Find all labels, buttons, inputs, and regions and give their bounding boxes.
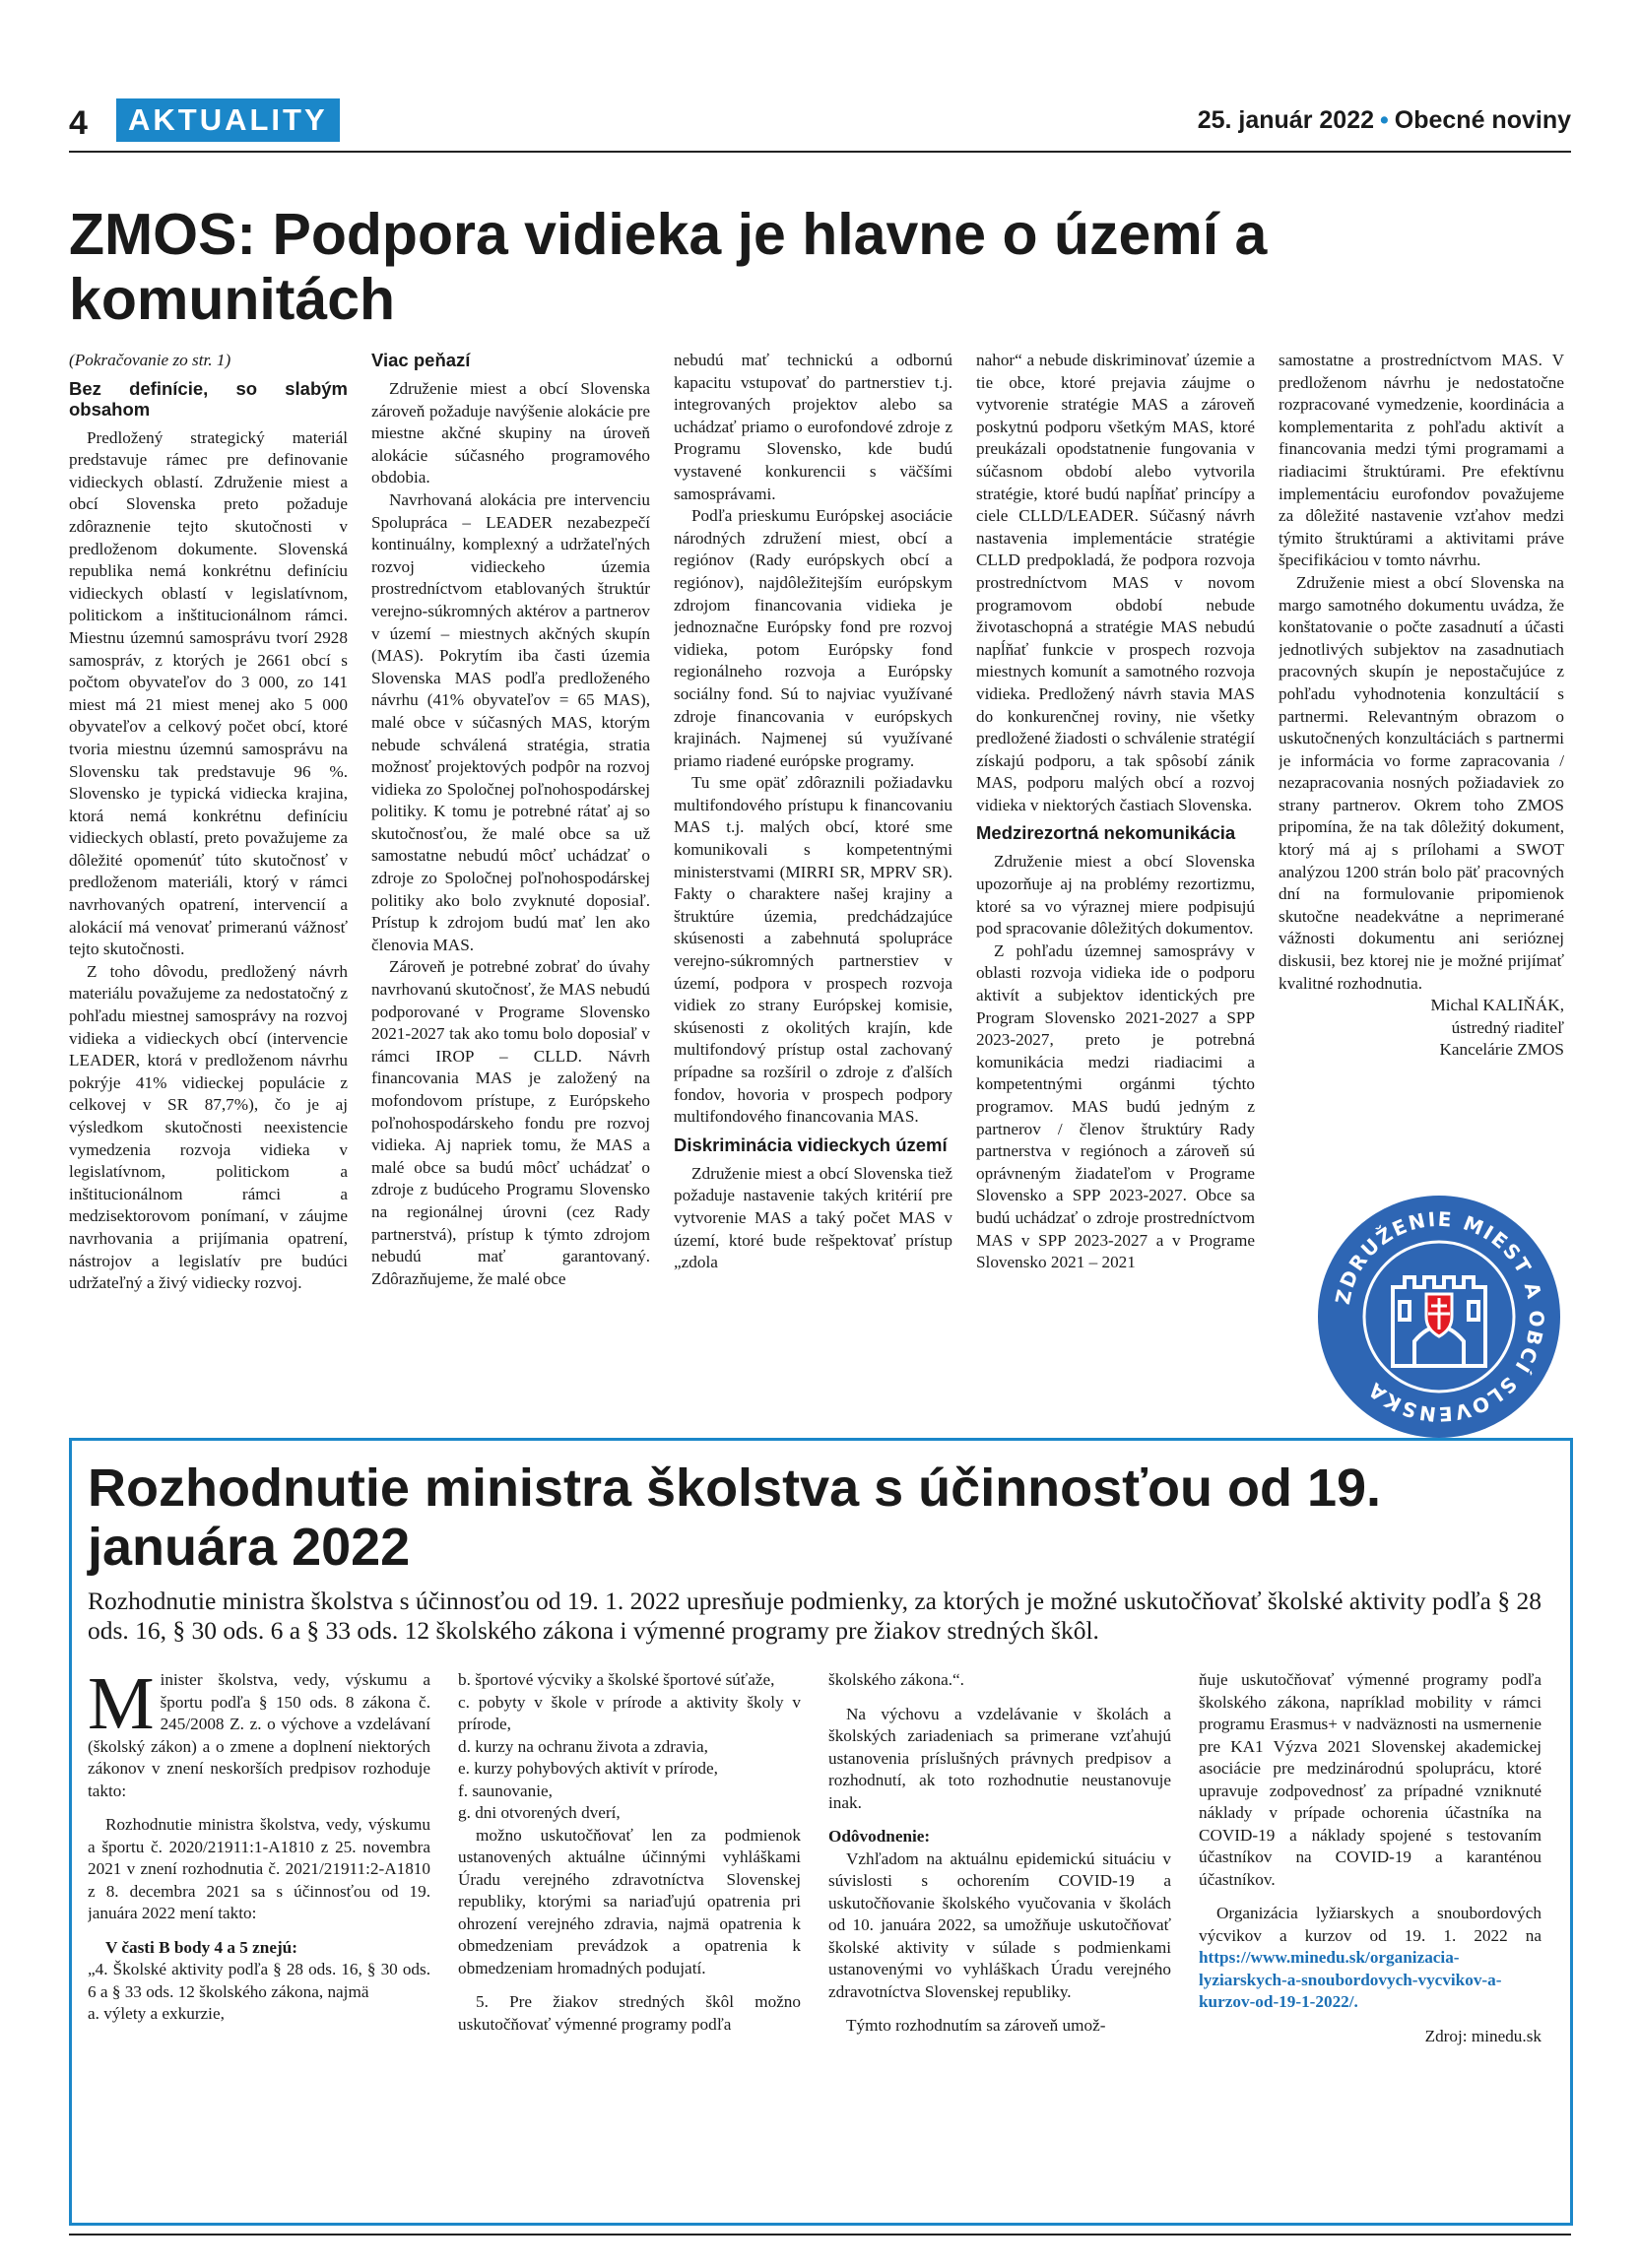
article1-column-5 (1279, 350, 1564, 1187)
zmos-logo (1316, 1194, 1562, 1440)
page-number: 4 (69, 104, 88, 142)
paragraph: Týmto rozhodnutím sa zároveň umož- (846, 2016, 1106, 2035)
paragraph: Predložený strategický materiál predstavuje rámec pre definovanie vidieckych oblastí. Združenie miest a obcí Slovenska preto požaduje zdôraznenie tejto skutočnosti v predloženom dokumente. Slovenská republika nemá konkrétnu definíciu vidieckych oblastí v legislatívnom, politickom a inštitucionálnom rámci. Miestnu územnú samosprávu tvorí 2928 samospráv, z ktorých je 2661 obcí s počtom obyvateľov do 3 000, zo 141 miest má 21 miest menej ako 5 000 obyvateľov a celkový počet obcí, ktoré tvoria miestnu územnú samosprávu na Slovensku tak predstavuje 96 %. Slovensko je typická vidiecka krajina, ktorá nemá konkrétnu definíciu vidieckych oblastí, preto považujeme za dôležité opomenúť túto skutočnosť v predloženom materiáli, ktorý v rámci navrhovaných opatrení, intervencií a alokácií má venovať primeranú vážnosť tejto skutočnosti. (69, 427, 348, 959)
list-item: e. kurzy pohybových aktivít v prírode, (458, 1759, 718, 1778)
list-item: c. pobyty v škole v prírode a aktivity školy v prírode, (458, 1692, 801, 1733)
article1-column-1 (69, 350, 348, 1408)
paragraph: školského zákona.“. (828, 1670, 964, 1689)
paragraph: Z toho dôvodu, predložený návrh materiálu považujeme za nedostatočný z pohľadu miestnej samosprávy na rozvoj vidieka a vidieckych obcí (intervencie LEADER, ktorá v predloženom návrhu pokrýje 41% vidieckej populácie z celkovej v SR 87,7%), čo je aj výsledkom skutočnosti neexistencie vymedzenia rozvoja vidieka v legislatívnom, politickom a inštitucionálnom rámci a medzisektorovom ponímaní, v záujme navrhovania a prijímania opatrení, nástrojov a legislatív pre budúci udržateľný a živý vidiecky rozvoj. (69, 961, 348, 1293)
footer-rule (69, 2234, 1571, 2236)
list-item: d. kurzy na ochranu života a zdravia, (458, 1736, 708, 1756)
article1-headline: ZMOS: Podpora vidieka je hlavne o území a komunitách (69, 202, 1268, 332)
list-item: f. saunovanie, (458, 1781, 553, 1800)
paragraph (1199, 1903, 1542, 2014)
signature-office: Kancelárie ZMOS (1439, 1040, 1564, 1060)
paragraph: „4. Školské aktivity podľa § 28 ods. 16, § 30 ods. 6 a § 33 ods. 12 školského zákona, najmä (88, 1960, 430, 2001)
paragraph: 5. Pre žiakov stredných škôl možno uskutočňovať výmenné programy podľa (458, 1992, 801, 2034)
article2-headline: Rozhodnutie ministra školstva s účinnosťou od 19. januára 2022 (88, 1458, 1382, 1577)
signature-role: ústredný riaditeľ (1451, 1017, 1564, 1037)
list-item: g. dni otvorených dverí, (458, 1803, 621, 1822)
subheading: Bez definície, so slabým obsahom (69, 377, 348, 420)
subheading: Viac peňazí (371, 350, 471, 370)
source-link[interactable]: https://www.minedu.sk/organizacia-lyziarskych-a-snoubordovych-vycvikov-a-kurzov-od-19-1-2022/. (1199, 1948, 1502, 2011)
article2-column-1 (88, 1669, 430, 2211)
source-credit: Zdroj: minedu.sk (1424, 2026, 1542, 2045)
paragraph: Vzhľadom na aktuálnu epidemickú situáciu v súvislosti s ochorením COVID-19 a uskutočňovanie školského vyučovania v školách od 10. januára 2022, sa umožňuje uskutočňovať školské aktivity v súlade s podmienkami ustanovenými vo vyhláškach Úradu verejného zdravotníctva Slovenskej republiky. (828, 1848, 1171, 2001)
paragraph: Zároveň je potrebné zobrať do úvahy navrhovanú skutočnosť, že MAS nebudú podporované v Programe Slovensko 2021-2027 tak ako tomu bolo doposiaľ v rámci IROP – CLLD. Návrh financovania MAS je založený na mofondovom prístupe, z Európskeho poľnohospodárskeho fondu pre rozvoj vidieka. Aj napriek tomu, že MAS a malé obce sa budú môcť uchádzať o zdroje z budúceho Programu Slovensko na regionálnej úrovni (cez Rady partnerstvá), prístup k týmto zdrojom nebudú mať garantovaný. Zdôrazňujeme, že malé obce (371, 957, 650, 1288)
paragraph-bold: V časti B body 4 a 5 znejú: (105, 1937, 297, 1957)
section-label: AKTUALITY (116, 98, 340, 142)
paragraph: Na výchovu a vzdelávanie v školách a školských zariadeniach sa primerane vzťahujú ustanovenia príslušných právnych predpisov a rozhodnutí, ak toto rozhodnutie neustanovuje inak. (828, 1704, 1171, 1812)
article1-column-4 (976, 350, 1255, 1408)
separator-dot: • (1380, 106, 1389, 134)
paragraph-text: Organizácia lyžiarskych a snoubordových výcvikov a kurzov od 19. 1. 2022 na (1199, 1904, 1542, 1945)
paragraph-bold: Odôvodnenie: (828, 1827, 931, 1846)
article2-column-4 (1199, 1669, 1542, 2211)
issue-info (1198, 106, 1571, 135)
issue-date: 25. január 2022 (1197, 106, 1375, 134)
paragraph: Z pohľadu územnej samosprávy v oblasti rozvoja vidieka ide o podporu aktivít a subjektov identických pre Program Slovensko 2021-2027 a SPP 2023-2027, preto je potrebná komunikácia medzi riadiacimi a kompetentnými orgánmi týchto programov. MAS budú jedným z partnerov / členov štruktúry Rady partnerstva v regiónoch a zároveň sú oprávneným žiadateľom v Programe Slovensko a SPP 2023-2027. Obce sa budú uchádzať o zdroje prostredníctvom MAS v SPP 2023-2027 a v Programe Slovensko 2021 – 2021 (976, 940, 1255, 1272)
paragraph: Združenie miest a obcí Slovenska tiež požaduje nastavenie takých kritérií pre vytvorenie MAS a taký počet MAS v území, ktoré bude rešpektovať prístup „zdola (674, 1163, 952, 1272)
article1-column-3 (674, 350, 952, 1408)
paragraph: nebudú mať technickú a odbornú kapacitu vstupovať do partnerstiev t.j. integrovaných projektov alebo sa uchádzať priamo o eurofondové zdroje z Programu Slovensko, kde budú vystavené konkurencii s väčšími samosprávami. (674, 351, 952, 503)
paragraph: Tu sme opäť zdôraznili požiadavku multifondového prístupu k financovaniu MAS t.j. malých obcí, ktoré sme komunikovali s kompetentnými ministerstvami (MIRRI SR, MPRV SR). Fakty o charaktere našej krajiny a štruktúre územia, predchádzajúce skúsenosti a zabehnutá spolupráce verejno-súkromných partnerstiev v území, podpora v prospech rozvoja vidiek zo strany Európskej komisie, skúsenosti z okolitých krajín, kde multifondový prístup ostal zachovaný prípadne sa rozšíril o zdroje z ďalších fondov, hovoria v prospech podpory multifondového financovania MAS. (674, 773, 952, 1127)
paragraph: možno uskutočňovať len za podmienok ustanovených aktuálne účinnými vyhláškami Úradu verejného zdravotníctva Slovenskej republiky, ktorými sa nariaďujú opatrenia pri ohrození verejného zdravia, najmä opatrenia k obmedzeniam prevádzok a opatrenia k obmedzeniam hromadných podujatí. (458, 1825, 801, 1977)
publication-name: Obecné noviny (1394, 106, 1571, 134)
paragraph: ňuje uskutočňovať výmenné programy podľa školského zákona, napríklad mobility v rámci programu Erasmus+ v nadväznosti na usmernenie pre KA1 Výzva 2021 Slovenskej akademickej asociácie pre medzinárodnú spoluprácu, ktoré upravuje zodpovednosť za prípadné vzniknuté náklady v prípade ochorenia účastníka na COVID-19 a náklady spojené s testovaním účastníkov na COVID-19 a karanténou účastníkov. (1199, 1670, 1542, 1889)
paragraph: Združenie miest a obcí Slovenska zároveň požaduje navýšenie alokácie pre miestne akčné skupiny na úroveň alokácie súčasného programového obdobia. (371, 379, 650, 487)
paragraph: samostatne a prostredníctvom MAS. V predloženom návrhu je nedostatočne rozpracované vymedzenie, koordinácia a komplementarita z pohľadu aktivít a financovania medzi tými programami a riadiacimi štruktúrami. Pre efektívnu implementáciu eurofondov považujeme za dôležité nastavenie vzťahov medzi týmito štruktúrami a aktivitami práve špecifikáciou v tomto návrhu. (1279, 351, 1564, 570)
intro-paragraph (88, 1669, 430, 1802)
article2-body (88, 1669, 1555, 2211)
paragraph: Navrhovaná alokácia pre intervenciu Spolupráca – LEADER nezabezpečí kontinuálny, komplexný a udržateľných rozvoj vidieckeho územia prostredníctvom etablovaných štruktúr verejno-súkromných aktérov a partnerov v území – miestnych akčných skupín (MAS). Pokrytím iba časti územia Slovenska MAS podľa predloženého návrhu (41% obyvateľov = 65 MAS), malé obce v súčasných MAS, ktorým nebude schválená stratégia, stratia možnosť projektových podpôr na rozvoj vidieka zo Spoločnej poľnohospodárskej politiky. K tomu je potrebné rátať aj so skutočnosťou, že malé obce sa už samostatne nebudú môcť uchádzať o zdroje zo Spoločnej poľnohospodárskej politiky ako bolo zvyknuté doposiaľ. Prístup k zdrojom budú mať len ako členovia MAS. (371, 489, 650, 954)
paragraph: Rozhodnutie ministra školstva, vedy, výskumu a športu č. 2020/21911:1-A1810 z 25. novembra 2021 v znení rozhodnutia č. 2021/21911:2-A1810 z 8. decembra 2021 sa s účinnosťou od 19. januára 2022 mení takto: (88, 1815, 430, 1922)
paragraph: nahor“ a nebude diskriminovať územie a tie obce, ktoré prejavia záujme o vytvorenie stratégie MAS a zároveň poskytnú podporu všetkým MAS, ktoré preukázali opodstatnenie fungovania v súčasnom období alebo vytvorila stratégie, ktoré budú napĺňať princípy a ciele CLLD/LEADER. Súčasný návrh nastavenia implementácie stratégie CLLD predpokladá, že podpora rozvoja prostredníctvom MAS v novom programovom období nebude životaschopná a stratégie MAS nebudú napĺňať funkcie v prospech rozvoja miestnych komunít a samotného rozvoja vidieka. Predložený návrh stavia MAS do konkurenčnej roviny, nie všetky predložené žiadosti o schválenie stratégií získajú podporu, a tak spôsobí zánik MAS, podporu malých obcí a rozvoj vidieka v niektorých častiach Slovenska. (976, 351, 1255, 814)
intro-text: inister školstva, vedy, výskumu a športu podľa § 150 ods. 8 zákona č. 245/2008 Z. z. o výchove a vzdelávaní (školský zákon) a o zmene a doplnení niektorých zákonov v znení neskorších predpisov rozhoduje takto: (88, 1670, 430, 1800)
article2-column-2 (458, 1669, 801, 2211)
paragraph: Združenie miest a obcí Slovenska upozorňuje aj na problémy rezortizmu, ktoré sa vo výraznej miere podpisujú pod spracovanie dôležitých dokumentov. (976, 852, 1255, 939)
article2-lead: Rozhodnutie ministra školstva s účinnosťou od 19. 1. 2022 upresňuje podmienky, za ktorých je možné uskutočňovať školské aktivity podľa § 28 ods. 16, § 30 ods. 6 a § 33 ods. 12 školského zákona i výmenné programy pre žiakov stredných škôl. (88, 1587, 1542, 1645)
article2-column-3 (828, 1669, 1171, 2211)
subheading: Medzirezortná nekomunikácia (976, 822, 1236, 844)
paragraph: Združenie miest a obcí Slovenska na margo samotného dokumentu uvádza, že konštatovanie o počte zasadnutí a účasti jednotlivých subjektov na zasadnutiach pracovných skupín je nepostačujúce z pohľadu vyhodnotenia konzultácií s partnermi. Relevantným obrazom o uskutočnených konzultáciách s partnermi je informácia vo forme zapracovania / nezapracovania nosných požiadaviek zo strany partnerov. Okrem toho ZMOS pripomína, že na tak dôležitý dokument, ktorý má aj s prílohami a SWOT analýzou 1200 strán bolo päť pracovných dní na formulovanie pripomienok skutočne neadekvátne a neprimerané vážnosti dokumentu ani serióznej diskusii, bez ktorej nie je možné prijímať kvalitné rozhodnutia. (1279, 572, 1564, 993)
article1-column-2 (371, 350, 650, 1408)
continuation-note: (Pokračovanie zo str. 1) (69, 351, 231, 369)
subheading: Diskriminácia vidieckych území (674, 1134, 948, 1155)
list-item: b. športové výcviky a školské športové súťaže, (458, 1670, 775, 1689)
article2-box (69, 1438, 1573, 2226)
header-rule (69, 151, 1571, 153)
logo-ring-text: ZDRUŽENIE MIEST A OBCÍ SLOVENSKA (1330, 1206, 1549, 1427)
drop-cap: M (88, 1669, 155, 1745)
signature-name: Michal KALIŇÁK, (1430, 996, 1564, 1015)
paragraph: Podľa prieskumu Európskej asociácie národných združení miest, obcí a regiónov (Rady európskych obcí a regiónov), najdôležitejším európskym zdrojom financovania vidieka je jednoznačne Európsky fond pre rozvoj vidieka, potom Európsky fond regionálneho rozvoja a Európsky sociálny fond. Sú to najviac využívané zdroje financovania v európskych krajinách. Najmenej sú využívané priamo riadené európske programy. (674, 506, 952, 770)
list-item: a. výlety a exkurzie, (88, 2004, 225, 2023)
page-header (69, 98, 1571, 144)
